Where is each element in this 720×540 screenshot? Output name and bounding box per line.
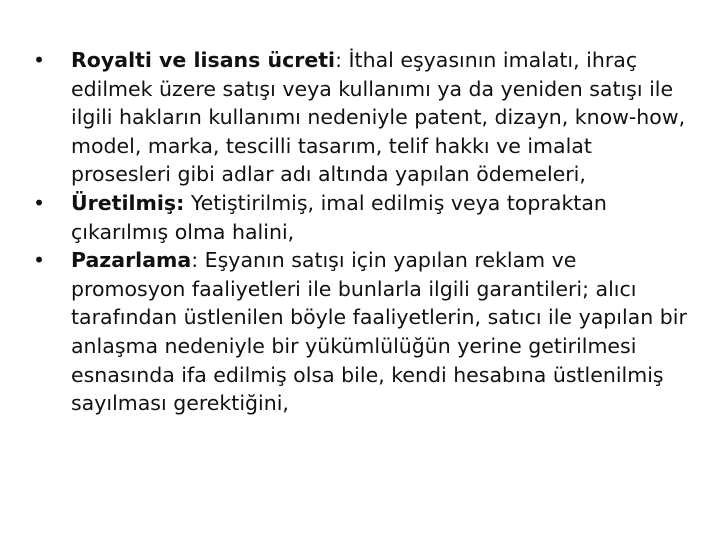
bullet-term: Royalti ve lisans ücreti bbox=[71, 48, 336, 72]
bullet-term: Üretilmiş: bbox=[71, 190, 185, 215]
bullet-text: : İthal eşyasının imalatı, ihraç edilmek üzere satışı veya kullanımı ya da yeniden satışı ile ilgili hakların kullanımı nedeniyle patent, dizayn, know-how, model, marka, tescilli tasarım, telif hakkı ve imalat prosesleri gibi adlar adı altında yapılan ödemeleri, bbox=[71, 48, 686, 187]
bullet-item-produced bbox=[32, 189, 692, 246]
bullet-item-marketing bbox=[32, 246, 692, 418]
bullet-text: : Eşyanın satışı için yapılan reklam ve promosyon faaliyetleri ile bunlarla ilgili garantileri; alıcı tarafından üstlenilen böyle faaliyetlerin, satıcı ile yapılan bir anlaşma nedeniyle bir yükümlülüğün yerine getirilmesi esnasında ifa edilmiş olsa bile, kendi hesabına üstlenilmiş sayılması gerektiğini, bbox=[71, 248, 687, 416]
bullet-term: Pazarlama bbox=[71, 248, 192, 273]
bullet-dot-icon: • bbox=[32, 190, 46, 215]
bullet-item-royalty bbox=[32, 46, 692, 189]
bullet-dot-icon: • bbox=[32, 248, 46, 273]
bullet-dot-icon: • bbox=[32, 48, 46, 72]
bullet-text: Yetiştirilmiş, imal edilmiş veya topraktan çıkarılmış olma halini, bbox=[71, 190, 607, 244]
bullet-list bbox=[32, 46, 692, 418]
